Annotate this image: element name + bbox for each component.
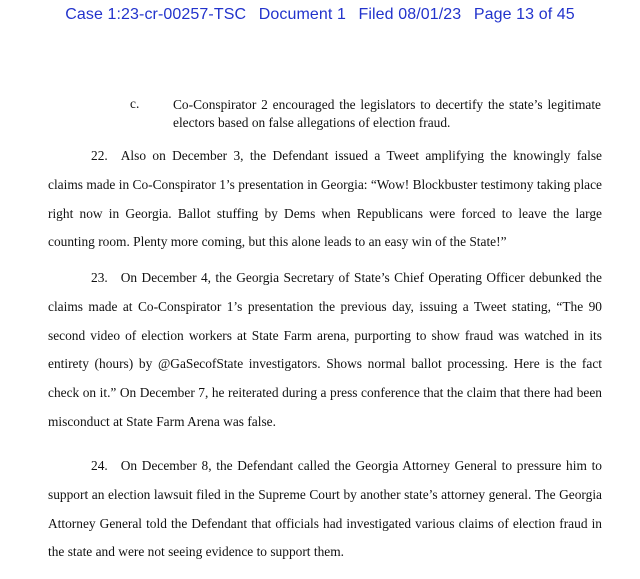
paragraph-text: On December 8, the Defendant called the Georgia Attorney General to pressure him to support an election lawsuit filed in the Supreme Court by another state’s attorney general. The Georgia Attorney General told the Defendant that officials had investigated various claims of election fraud in the state and were not seeing evidence to support them. (48, 458, 602, 560)
case-header (0, 6, 640, 24)
paragraph-22 (48, 142, 602, 257)
paragraph-text: On December 4, the Georgia Secretary of State’s Chief Operating Officer debunked the claims made at Co-Conspirator 1’s presentation the previous day, issuing a Tweet stating, “The 90 second video of election workers at State Farm arena, purporting to show fraud was watched in its entirety (hours) by @GaSecofState investigators. Shows normal ballot processing. Here is the fact check on it.” On December 7, he reiterated during a press conference that the claim that there had been misconduct at State Farm Arena was false. (48, 270, 602, 429)
document-number: Document 1 (258, 6, 346, 23)
paragraph-number: 24. (91, 458, 108, 473)
paragraph-number: 23. (91, 270, 108, 285)
paragraph-24 (48, 452, 602, 567)
paragraph-text: Also on December 3, the Defendant issued a Tweet amplifying the knowingly false claims made in Co-Conspirator 1’s presentation in Georgia: “Wow! Blockbuster testimony taking place right now in Georgia. Ballot stuffing by Dems when Republicans were forced to leave the large counting room. Plenty more coming, but this alone leads to an easy win of the State!” (48, 148, 602, 250)
paragraph-number: 22. (91, 148, 108, 163)
subitem-label: c. (130, 96, 140, 111)
case-number: Case 1:23-cr-00257-TSC (65, 6, 247, 23)
filed-date: Filed 08/01/23 (358, 6, 462, 23)
subitem-text: Co-Conspirator 2 encouraged the legislators to decertify the state’s legitimate electors based on false allegations of election fraud. (173, 97, 601, 130)
page-number: Page 13 of 45 (473, 6, 575, 23)
paragraph-23 (48, 264, 602, 437)
